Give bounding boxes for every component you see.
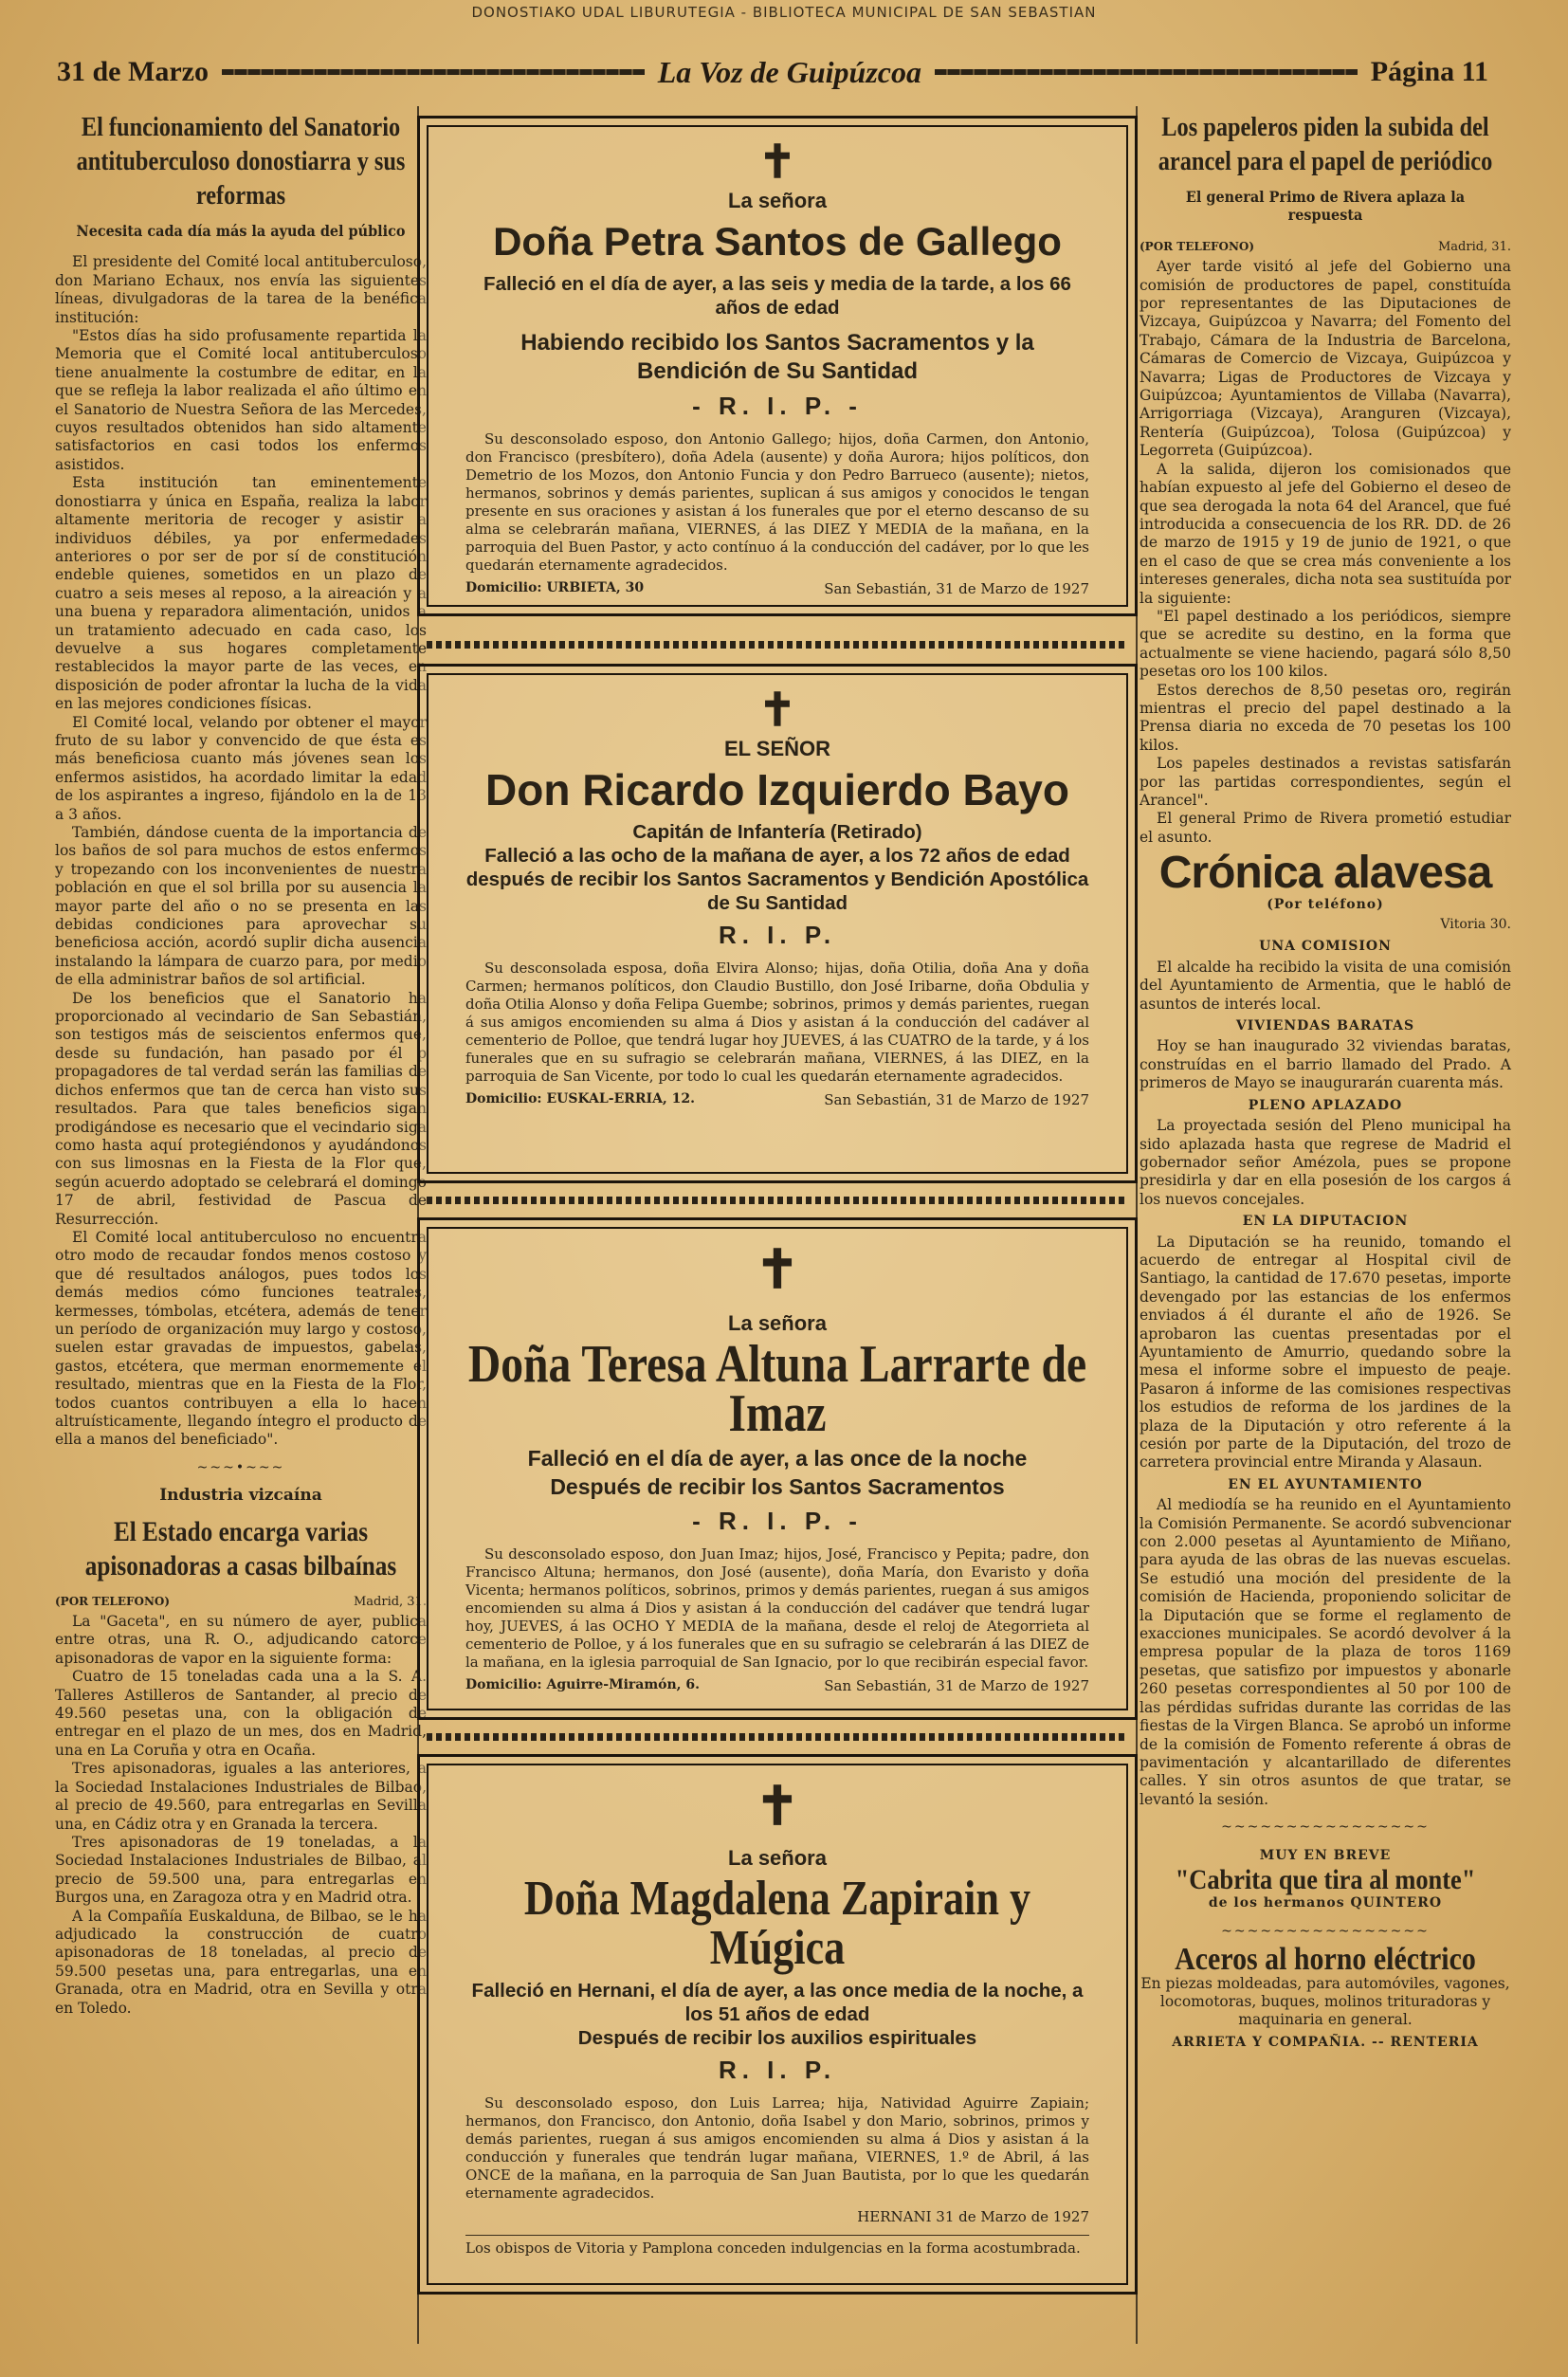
paragraph: El presidente del Comité local antituberculoso, don Mariano Echaux, nos envía las siguientes líneas, divulgadoras de la tarea de la benéfica institución:: [55, 253, 427, 326]
obituary-footer: [465, 2208, 1089, 2225]
paragraph: El general Primo de Rivera prometió estudiar el asunto.: [1140, 810, 1511, 846]
left-column: [55, 106, 427, 2018]
obituary-rip: R. I. P.: [718, 921, 837, 949]
obituary-name: Don Ricardo Izquierdo Bayo: [485, 765, 1069, 814]
paragraph: Estos derechos de 8,50 pesetas oro, regirán mientras el precio del papel destinado a la Prensa diaria no exceda de 70 pesetas los 100 kilos.: [1140, 681, 1511, 754]
obituary-footer: [465, 580, 1089, 597]
obituary-teresa-altuna: [417, 1217, 1138, 1720]
obituary-info-3: después de recibir los Santos Sacramentos y Bendición Apostólica de Su Santidad: [465, 869, 1089, 914]
obituary-info: Falleció en Hernani, el día de ayer, a las once media de la noche, a los 51 años de edad: [471, 1980, 1084, 2025]
obituary-footer: [465, 1677, 1089, 1694]
obituary-magdalena-zapirain: [417, 1754, 1138, 2295]
section-ornament: ~~~~~~~~~~~~~~~~: [1221, 1923, 1430, 1939]
masthead-rule-right: [935, 69, 1358, 75]
cross-icon: ✝: [755, 1238, 800, 1301]
paragraph: Tres apisonadoras de 19 toneladas, a la Sociedad Instalaciones Industriales de Bilbao, al precio de 59.500 una, para entregarlas en Burgos una, en Zaragoza otra y en Madrid otra.: [55, 1833, 427, 1907]
cross-icon: ✝: [757, 684, 797, 737]
dateline-place: Madrid, 31.: [1437, 239, 1511, 254]
item-heading: EN EL AYUNTAMIENTO: [1228, 1476, 1423, 1492]
section-ornament: ~~~~~~~~~~~~~~~~: [1221, 1819, 1430, 1836]
paragraph: A la salida, dijeron los comisionados que habían expuesto al jefe del Gobierno el deseo de que sea derogada la nota 64 del Arancel, que fué introducida a consecuencia de los RR. DD. de 26 de marzo de 1915 y 19 de junio de 1921, o que en el caso de que se crea más conveniente a los intereses generales, dicha nota sea sustituída por la siguiente:: [1140, 460, 1511, 607]
obituary-rip: - R. I. P. -: [692, 392, 863, 420]
item-text: La proyectada sesión del Pleno municipal ha sido aplazada hasta que regrese de Madrid el gobernador señor Amézola, pues se propone presidirla y dar en ella posesión de los cargos á los nuevos concejales.: [1140, 1117, 1511, 1208]
obituary-separator: [427, 1197, 1128, 1204]
obituary-domicile: Domicilio: Aguirre-Miramón, 6.: [465, 1677, 701, 1692]
cross-icon: ✝: [755, 1775, 800, 1838]
masthead-rule-left: [222, 69, 645, 75]
dateline-source: (POR TELEFONO): [1140, 239, 1255, 253]
obituary-info-2: Después de recibir los Santos Sacramentos: [550, 1474, 1005, 1499]
obituary-honorific: La señora: [728, 1311, 827, 1335]
cross-icon: ✝: [757, 136, 797, 189]
obituary-info-2: Después de recibir los auxilios espirituales: [577, 2027, 977, 2049]
dateline: [55, 1593, 427, 1611]
paragraph: Los papeles destinados a revistas satisfarán por las partidas correspondientes, según el Arancel".: [1140, 755, 1511, 809]
cronica-telephone: (Por teléfono): [1267, 896, 1384, 912]
obituary-info: Falleció en el día de ayer, a las once de la noche: [527, 1446, 1028, 1471]
brief-title: "Cabrita que tira al monte": [1175, 1863, 1476, 1895]
obituary-domicile: Domicilio: EUSKAL-ERRIA, 12.: [465, 1091, 696, 1106]
item-text: El alcalde ha recibido la visita de una comisión del Ayuntamiento de Armentia, que le habló de asuntos de interés local.: [1140, 958, 1511, 1013]
obituary-separator: [427, 641, 1128, 649]
obituary-body: Su desconsolado esposo, don Antonio Gallego; hijos, doña Carmen, don Antonio, don Francisco (presbítero), doña Adela (ausente) y doña Aurora; hijos políticos, don Demetrio de los Mozos, don Antonio Funcia y don Pedro Barrueco (ausente); nietos, hermanos, sobrinos y demás parientes, suplican á sus amigos y conocidos le tengan presente en sus oraciones y asistan á los funerales que por el eterno descanso de su alma se celebrarán mañana, VIERNES, á las DIEZ Y MEDIA de la mañana, en la parroquia del Buen Pastor, y acto contínuo á la conducción del cadáver, por lo que les quedarán eternamente agradecidos.: [465, 430, 1089, 574]
paragraph: Cuatro de 15 toneladas cada una a la S. A. Talleres Astilleros de Santander, al precio de 49.560 pesetas una, con la obligación de entregar en el plazo de un mes, dos en Madrid, una en La Coruña y otra en Ocaña.: [55, 1668, 427, 1759]
obituary-body: Su desconsolado esposo, don Juan Imaz; hijos, José, Francisco y Pepita; padre, don Francisco Altuna; hermanos, don José (ausente), doña María, don Evaristo y doña Vicenta; hermanos políticos, sobrinos, primos y demás parientes, ruegan á sus amigos encomienden su alma á Dios y asistan á la conducción del cadáver que tendrá lugar hoy, JUEVES, á las OCHO Y MEDIA de la mañana, desde el reloj de Ategorrieta al cementerio de Polloe, y á los funerales que en su sufragio se celebrarán á las DIEZ de la mañana, en la iglesia parroquial de San Ignacio, por lo que recibirán especial favor.: [465, 1545, 1089, 1671]
item-heading: UNA COMISION: [1259, 939, 1392, 955]
article-headline-apisonadoras: El Estado encarga varias apisonadoras a casas bilbaínas: [84, 1515, 397, 1582]
obituary-place-date: San Sebastián, 31 de Marzo de 1927: [824, 580, 1089, 597]
masthead-page: Página 11: [1370, 56, 1488, 87]
obituary-place-date: HERNANI 31 de Marzo de 1927: [857, 2208, 1089, 2225]
article-headline-papeleros: Los papeleros piden la subida del arancel para el papel de periódico: [1158, 112, 1493, 176]
paragraph: "El papel destinado a los periódicos, siempre que se acredite su destino, en la forma que actualmente se viene haciendo, pagará sólo 8,50 pesetas oro los 100 kilos.: [1140, 607, 1511, 681]
obituary-name: Doña Teresa Altuna Larrarte de Imaz: [467, 1335, 1087, 1443]
obituary-separator: [427, 1733, 1128, 1741]
paragraph: El Comité local, velando por obtener el mayor fruto de su labor y convencido de que ésta es más beneficiosa cuanto más jóvenes sean los enfermos asistidos, ha acordado limitar la edad de los aspirantes a ingreso, fijándolo en la de 13 a 3 años.: [55, 713, 427, 823]
paragraph: "Estos días ha sido profusamente repartida la Memoria que el Comité local antituberculoso tiene anualmente la costumbre de editar, en la que se refleja la labor realizada el año último en el Sanatorio de Nuestra Señora de las Mercedes, cuyos resultados obtenidos han sido altamente satisfactorios en casi todos los enfermos asistidos.: [55, 327, 427, 473]
item-text: Al mediodía se ha reunido en el Ayuntamiento la Comisión Permanente. Se acordó subvencionar con 2.000 pesetas al Ayuntamiento de Miñano, para ayuda de las obras de las nuevas escuelas. Se estudió una moción del presidente de la comisión de Hacienda, proponiendo solicitar de la Diputación que se forme el reglamento de exacciones municipales. Se acordó devolver á la empresa popular de la plaza de toros 1169 pesetas, que satisfizo por impuestos y abonarle 260 pesetas correspondientes al 50 por 100 de las pérdidas sufridas durante las corridas de las fiestas de la Virgen Blanca. Se aprobó un informe de la comisión de Fomento referente á obras de pavimentación y alcantarillado de diferentes calles. Y sin otros asuntos de que tratar, se levantó la sesión.: [1140, 1496, 1511, 1808]
obituary-rip: - R. I. P. -: [692, 1507, 863, 1535]
masthead: [57, 53, 1488, 91]
paragraph: También, dándose cuenta de la importancia de los baños de sol para muchos de estos enfermos y tropezando con los inconvenientes de nuestra población en que el sol brilla por su ausencia la mayor parte del año o no se presenta en las debidas condiciones para aprovechar su beneficiosa acción, acordó suplir dicha ausencia instalando la lámpara de cuarzo para, por medio de ella administrar baños de sol artificial.: [55, 824, 427, 989]
right-column: [1140, 106, 1511, 2054]
obituary-place-date: San Sebastián, 31 de Marzo de 1927: [824, 1091, 1089, 1108]
section-label-industria: Industria vizcaína: [159, 1486, 322, 1506]
article-headline-sanatorio: El funcionamiento del Sanatorio antituberculoso donostiarra y sus reformas: [76, 112, 406, 210]
obituary-body: Su desconsolada esposa, doña Elvira Alonso; hijas, doña Otilia, doña Ana y doña Carmen; hermanos políticos, don Claudio Bustillo, don José Iribarne, doña Obdulia y doña Otilia Alonso y doña Felipa Guembe; sobrinos, primos y demás parientes, ruegan á sus amigos encomienden su alma á Dios y asistan á la conducción del cadáver al cementerio de Polloe, que tendrá lugar hoy JUEVES, á las CUATRO de la tarde, y á los funerales que en su sufragio se celebrarán mañana, VIERNES, á las DIEZ, en la parroquia de San Vicente, por todo lo cual les quedarán eternamente agradecidos.: [465, 960, 1089, 1085]
obituary-info: Capitán de Infantería (Retirado): [632, 821, 922, 843]
paragraph: Ayer tarde visitó al jefe del Gobierno una comisión de productores de papel, constituída por representantes de las Diputaciones de Vizcaya, Guipúzcoa y Navarra; del Fomento del Trabajo, Cámara de la Industria de Barcelona, Cámaras de Comercio de Vizcaya, Guipúzcoa y Navarra; Ligas de Productores de Vizcaya y Guipúzcoa; Ayuntamientos de Villaba (Navarra), Arrigorriaga (Vizcaya), Aranguren (Vizcaya), Rentería (Guipúzcoa), Tolosa (Guipúzcoa) y Legorreta (Guipúzcoa).: [1140, 258, 1511, 460]
cronica-place: Vitoria 30.: [1440, 917, 1511, 933]
obituary-info: Falleció en el día de ayer, a las seis y media de la tarde, a los 66 años de edad: [483, 273, 1071, 319]
section-ornament: ~~~•~~~: [196, 1459, 285, 1475]
paragraph: Esta institución tan eminentemente donostiarra y única en España, realiza la labor altamente meritoria de recoger y asistir a individuos débiles, ya por enfermedades anteriores o por ser de por sí de constitución endeble quienes, sometidos en un plazo de cuatro a seis meses al reposo, a la aireación y a una buena y reparadora alimentación, unidos a un tratamiento adecuado en cada caso, los devuelve a sus hogares completamente restablecidos la mayor parte de las veces, en disposición de poder afrontar la lucha de la vida en las mejores condiciones físicas.: [55, 474, 427, 713]
item-text: La Diputación se ha reunido, tomando el acuerdo de entregar al Hospital civil de Santiago, la cantidad de 17.670 pesetas, importe devengado por las estancias de los enfermos enviados á él durante el año de 1926. Se aprobaron las cuentas presentadas por el Ayuntamiento de Amurrio, quedando sobre la mesa el informe sobre el impuesto de peaje. Pasaron á informe de las comisiones respectivas los estudios de reforma de los jardines de la plaza de la Diputación y otro referente á la cesión por parte de la Diputación, del trozo de carretera provincial entre Miranda y Alasaun.: [1140, 1233, 1511, 1472]
brief-subtitle: de los hermanos QUINTERO: [1208, 1895, 1443, 1911]
ad-title: Aceros al horno eléctrico: [1175, 1942, 1476, 1978]
obituary-info-2: Falleció a las ocho de la mañana de ayer, a los 72 años de edad: [484, 845, 1070, 867]
item-text: Hoy se han inaugurado 32 viviendas baratas, construídas en el barrio llamado del Prado. A primeros de Mayo se inaugurarán cuarenta más.: [1140, 1037, 1511, 1092]
masthead-date: 31 de Marzo: [57, 56, 209, 87]
obituary-info-2: Habiendo recibido los Santos Sacramentos y la Bendición de Su Santidad: [520, 330, 1034, 384]
section-title-cronica-alavesa: Crónica alavesa: [1158, 848, 1492, 899]
dateline-place: Madrid, 31.: [353, 1594, 427, 1609]
paragraph: El Comité local antituberculoso no encuentra otro modo de recaudar fondos menos costoso y que dé resultados análogos, pues todos los demás medios cómo funciones teatrales, kermesses, tómbolas, etcétera, además de tener un período de organización muy largo y costoso, suelen estar gravadas de impuestos, gabelas, gastos, etcétera, que merman enormemente el resultado, mientras que en la Fiesta de la Flor, todos cuantos contribuyen a ella lo hacen altruísticamente, llegando íntegro el producto de ella a manos del beneficiado".: [55, 1228, 427, 1449]
obituary-footer: [465, 1091, 1089, 1108]
obituary-honorific: EL SEÑOR: [723, 737, 831, 760]
obituary-name: Doña Petra Santos de Gallego: [493, 219, 1062, 264]
item-heading: PLENO APLAZADO: [1248, 1097, 1403, 1113]
item-heading: EN LA DIPUTACION: [1242, 1214, 1409, 1230]
obituary-petra-santos: [417, 116, 1138, 616]
obituary-honorific: La señora: [728, 189, 827, 212]
obituary-body: Su desconsolado esposo, don Luis Larrea; hija, Natividad Aguirre Zapiain; hermanos, don Francisco, don Antonio, doña Isabel y don Mario, sobrinos, primos y demás parientes, ruegan á sus amigos encomienden su alma á Dios y asistan á la conducción y funerales que tendrán lugar mañana, VIERNES, 1.º de Abril, á las ONCE de la mañana, en la parroquia de San Juan Bautista, por lo que les quedarán eternamente agradecidos.: [465, 2094, 1089, 2202]
obituary-rip: R. I. P.: [718, 2056, 837, 2084]
dateline: [1140, 238, 1511, 256]
item-heading: VIVIENDAS BARATAS: [1235, 1018, 1415, 1034]
obituary-name: Doña Magdalena Zapirain y Múgica: [523, 1872, 1031, 1975]
paragraph: A la Compañía Euskalduna, de Bilbao, se le ha adjudicado la construcción de cuatro apisonadoras de 18 toneladas, al precio de 59.500 pesetas una, para entregarlas, una en Granada, otra en Madrid, otra en Sevilla y otra en Toledo.: [55, 1907, 427, 2017]
article-subhead-papeleros: El general Primo de Rivera aplaza la respuesta: [1185, 188, 1466, 225]
ad-text: En piezas moldeadas, para automóviles, vagones, locomotoras, buques, molinos trituradoras y maquinaria en general.: [1140, 1974, 1510, 2029]
obituary-place-date: San Sebastián, 31 de Marzo de 1927: [824, 1677, 1089, 1694]
paragraph: Tres apisonadoras, iguales a las anteriores, a la Sociedad Instalaciones Industriales de Bilbao, al precio de 49.560, para entregarlas en Sevilla una, en Cádiz otra y en Granada la tercera.: [55, 1760, 427, 1833]
paragraph: La "Gaceta", en su número de ayer, publica entre otras, una R. O., adjudicando catorce apisonadoras de vapor en la siguiente forma:: [55, 1613, 427, 1667]
ad-signature: ARRIETA Y COMPAÑIA. -- RENTERIA: [1172, 2034, 1479, 2050]
masthead-paper-name: La Voz de Guipúzcoa: [657, 54, 921, 89]
paragraph: De los beneficios que el Sanatorio ha proporcionado al vecindario de San Sebastián, son testigos más de seiscientos enfermos que, desde su fundación, han pasado por él p propagadores de tal verdad serán las familias de dichos enfermos que tan de cerca han visto sus resultados. Para que tales beneficios sigan prodigándose es necesario que el vecindario siga como hasta aquí protegiéndonos y ayudándonos con sus limosnas en la Fiesta de la Flor que, según acuerdo adoptado se celebrará el domingo 17 de abril, festividad de Pascua de Resurrección.: [55, 989, 427, 1228]
brief-label: MUY EN BREVE: [1259, 1847, 1392, 1863]
dateline-source: (POR TELEFONO): [55, 1594, 171, 1608]
article-subhead-sanatorio: Necesita cada día más la ayuda del público: [76, 222, 406, 240]
obituary-honorific: La señora: [728, 1846, 827, 1870]
obituary-domicile: Domicilio: URBIETA, 30: [465, 580, 645, 595]
indulgence-note: Los obispos de Vitoria y Pamplona conceden indulgencias en la forma acostumbrada.: [465, 2235, 1089, 2258]
archive-header: DONOSTIAKO UDAL LIBURUTEGIA - BIBLIOTECA MUNICIPAL DE SAN SEBASTIAN: [471, 4, 1097, 21]
obituary-ricardo-izquierdo: [417, 664, 1138, 1183]
